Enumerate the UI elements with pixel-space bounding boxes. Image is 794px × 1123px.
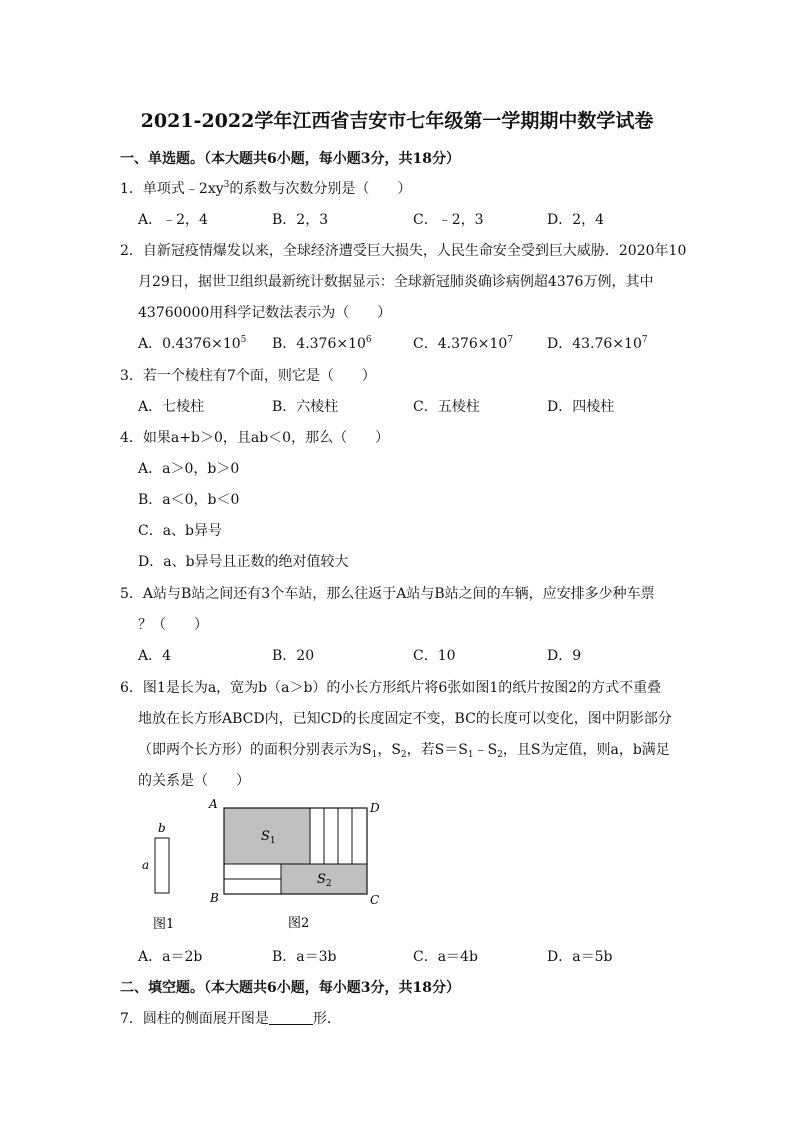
question-2-option-a: A．$0.4376\times 10^5$	[138, 335, 247, 352]
question-6-option-a: A．a＝2b	[138, 949, 203, 965]
figure2-vertex-c: C	[370, 893, 380, 907]
question-4-stem: 4．如果a+b＞0，且ab＜0，那么（ ）	[120, 430, 390, 446]
question-6-line-2: 地放在长方形ABCD内，已知CD的长度固定不变，BC的长度可以变化，图中阴影部分	[138, 711, 672, 727]
question-4-option-a: A．a＞0，b＞0	[138, 461, 240, 477]
question-3-stem: 3．若一个棱柱有7个面，则它是（ ）	[120, 368, 376, 384]
question-1-option-b: B．2，3	[272, 212, 329, 228]
question-5-option-a: A．4	[138, 648, 172, 664]
figure1-label-b: b	[158, 821, 166, 835]
question-4-option-b: B．a＜0，b＜0	[138, 492, 240, 508]
question-5-option-c: C．10	[413, 648, 456, 664]
figure2-vertex-a: A	[209, 797, 218, 811]
question-6-option-b: B．a＝3b	[272, 949, 337, 965]
figure2-label-s1: $S_1$	[261, 829, 276, 846]
question-5-option-d: D．9	[547, 648, 582, 664]
figure2-vertex-d: D	[370, 801, 380, 815]
question-6-option-c: C．a＝4b	[413, 949, 478, 965]
question-4-option-c: C．a、b异号	[138, 523, 223, 539]
question-5-option-b: B．20	[272, 648, 315, 664]
question-2-option-b: B．$4.376\times 10^6$	[272, 335, 372, 352]
page-title: 2021-2022学年江西省吉安市七年级第一学期期中数学试卷	[140, 110, 654, 132]
question-3-option-b: B．六棱柱	[272, 399, 339, 415]
question-6-option-d: D．a＝5b	[547, 949, 613, 965]
question-5-line-2: ？（ ）	[138, 617, 208, 633]
question-7-stem: 7．圆柱的侧面展开图是 形．	[120, 1011, 341, 1027]
figure2-caption: 图2	[288, 916, 310, 931]
section-heading-fill-in: 二、填空题。（本大题共6小题，每小题3分，共18分）	[120, 980, 460, 996]
question-2-line-1: 2．自新冠疫情爆发以来，全球经济遭受巨大损失，人民生命安全受到巨大威胁．2020年10	[120, 243, 687, 259]
question-4-option-d: D．a、b异号且正数的绝对值较大	[138, 554, 349, 570]
question-6-line-4: 的关系是（ ）	[138, 773, 250, 789]
figure2-vertex-b: B	[210, 891, 219, 905]
question-6-line-1: 6．图1是长为a，宽为b（a＞b）的小长方形纸片将6张如图1的纸片按图2的方式不重叠	[120, 680, 662, 696]
question-1-stem: 1．单项式$﹣2xy^3$的系数与次数分别是（ ）	[120, 180, 412, 197]
figure2-label-s2: $S_2$	[317, 872, 332, 889]
figure1-caption: 图1	[153, 917, 175, 932]
section-heading-single-choice: 一、单选题。（本大题共6小题，每小题3分，共18分）	[120, 151, 460, 167]
question-6-line-3: （即两个长方形）的面积分别表示为$S_1$，$S_2$，若$S=S_1﹣S_2$，且S为定值，则a，b满足	[138, 742, 670, 760]
question-3-option-c: C．五棱柱	[413, 399, 480, 415]
question-1-option-c: C．﹣2，3	[413, 212, 484, 228]
question-3-option-a: A．七棱柱	[138, 399, 205, 415]
question-2-option-c: C．$4.376\times 10^7$	[413, 335, 514, 352]
question-1-option-d: D．2，4	[547, 212, 605, 228]
question-2-line-3: 43760000用科学记数法表示为（ ）	[138, 305, 392, 321]
question-6-figure	[130, 796, 400, 940]
question-3-option-d: D．四棱柱	[547, 399, 615, 415]
question-1-option-a: A．﹣2，4	[138, 212, 208, 228]
figure1-label-a: a	[142, 858, 150, 872]
figure1-rectangle	[155, 838, 169, 893]
question-2-line-2: 月29日，据世卫组织最新统计数据显示：全球新冠肺炎确诊病例超4376万例，其中	[138, 274, 654, 290]
question-5-line-1: 5．A站与B站之间还有3个车站，那么往返于A站与B站之间的车辆，应安排多少种车票	[120, 586, 655, 602]
question-2-option-d: D．$43.76\times 10^7$	[547, 335, 648, 352]
answer-blank	[269, 1010, 313, 1025]
figure-svg	[130, 796, 400, 936]
